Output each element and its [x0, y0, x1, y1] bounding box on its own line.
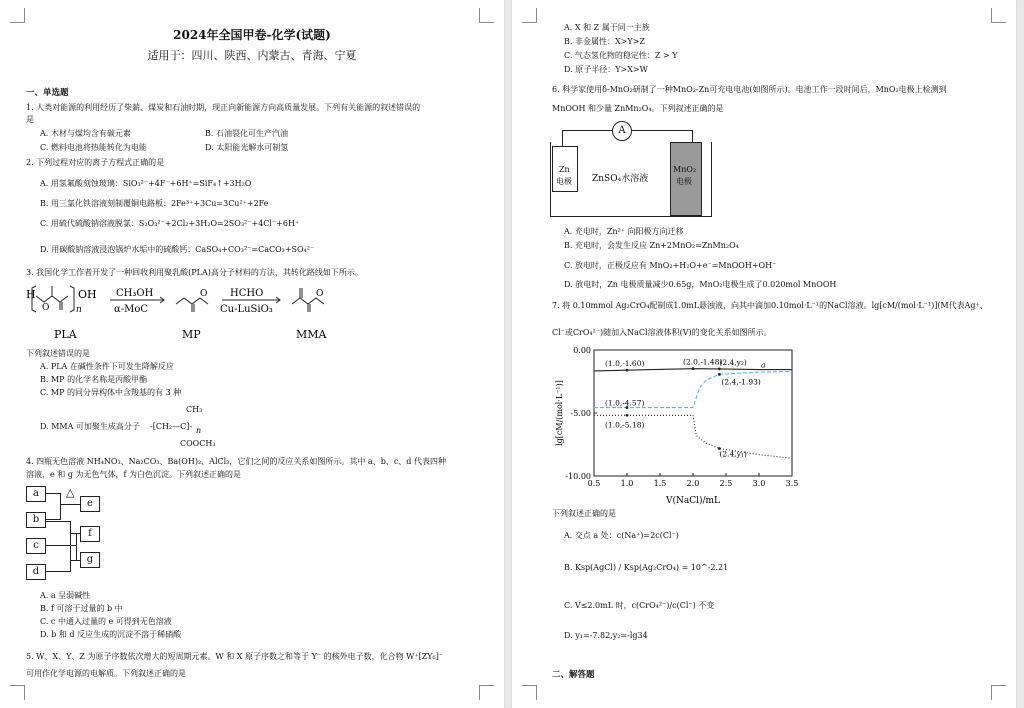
- q2-option-c: C. 用硫代硫酸钠溶液脱氯：S₂O₃²⁻+2Cl₂+3H₂O=2SO₃²⁻+4Cl⁻+6H⁺: [40, 219, 300, 228]
- x-tick-label: 2.0: [686, 479, 700, 488]
- q1-stem: 是: [26, 115, 34, 124]
- x-tick-label: 1.0: [620, 479, 634, 488]
- q3-option-d: D. MMA 可加聚生成高分子: [40, 422, 140, 431]
- q7-stem: 7. 将 0.10mmol Ag₂CrO₄配制成1.0mL悬浊液，向其中滴加0.10mol·L⁻¹的NaCl溶液。lg[cM/(mol·L⁻¹)](M代表Ag⁺、: [552, 301, 988, 310]
- q3-stem: 3. 我国化学工作者开发了一种回收利用聚乳酸(PLA)高分子材料的方法，其转化路线如下所示。: [26, 268, 363, 277]
- battery-diagram: [550, 120, 700, 218]
- annotation-label: (2.4,-1.93): [721, 377, 761, 387]
- label-mma: MMA: [296, 328, 327, 341]
- q2-option-d: D. 用碳酸钠溶液浸泡锅炉水垢中的硫酸钙：CaSO₄+CO₃²⁻=CaCO₃+SO₄²⁻: [40, 245, 315, 254]
- section-heading: 一、单选题: [26, 88, 69, 98]
- q4-option-b: B. f 可溶于过量的 b 中: [40, 604, 123, 613]
- box-g: g: [80, 552, 100, 568]
- q7-stem: Cl⁻或CrO₄²⁻)随加入NaCl溶液体积(V)的变化关系如图所示。: [552, 328, 772, 337]
- q7-chart: [552, 340, 812, 508]
- annotation-label: (1.0,-4.57): [605, 398, 645, 408]
- q5-option-c: C. 气态氢化物的稳定性：Z > Y: [564, 51, 678, 60]
- q1-option-b: B. 石油裂化可生产汽油: [205, 129, 288, 138]
- q6-stem: MnOOH 和少量 ZnMn₂O₄。下列叙述正确的是: [552, 104, 724, 113]
- annotation-point: [692, 367, 695, 370]
- reagent-1b: α-MoC: [114, 304, 149, 315]
- q1-option-d: D. 太阳能光解水可制氢: [205, 143, 289, 152]
- box-d: d: [26, 564, 46, 580]
- x-tick-label: 3.5: [785, 479, 799, 488]
- reagent-2b: Cu-LuSiO₃: [220, 304, 273, 315]
- q7-option-a: A. 交点 a 处：c(Na⁺)=2c(Cl⁻): [564, 531, 679, 540]
- q5-stem: 可用作化学电源的电解质。下列叙述正确的是: [26, 669, 186, 678]
- box-c: c: [26, 538, 46, 554]
- x-tick-label: 3.0: [752, 479, 766, 488]
- q2-option-a: A. 用氢氟酸刻蚀玻璃：SiO₃²⁻+4F⁻+6H⁺=SiF₄↑+3H₂O: [40, 179, 252, 188]
- page-subtitle: 适用于：四川、陕西、内蒙古、青海、宁夏: [147, 49, 357, 62]
- y-tick-label: -10.00: [565, 472, 591, 481]
- q7-option-d: D. y₁=-7.82,y₂=-lg34: [564, 631, 648, 640]
- q6-option-c: C. 放电时，正极反应有 MnO₂+H₂O+e⁻=MnOOH+OH⁻: [564, 261, 777, 270]
- pla-oh-text: OH: [78, 288, 97, 301]
- poly-n: n: [196, 426, 202, 435]
- y-tick-label: -5.00: [570, 409, 591, 418]
- poly-ch3: CH₃: [186, 405, 203, 414]
- svg-text:O: O: [200, 289, 208, 299]
- section-heading: 二、解答题: [552, 670, 595, 680]
- q5-stem: 5. W、X、Y、Z 为原子序数依次增大的短周期元素。W 和 X 原子序数之和等于 Y⁻ 的核外电子数，化合物 W⁺[ZY₆]⁻: [26, 652, 444, 661]
- q3-option-a: A. PLA 在碱性条件下可发生降解反应: [40, 362, 174, 371]
- annotation-label: (2.4,y₁): [719, 449, 747, 459]
- page-right: [512, 0, 1016, 708]
- x-tick-label: 0.5: [587, 479, 601, 488]
- page-title: 2024年全国甲卷-化学(试题): [173, 28, 331, 42]
- q6-option-b: B. 充电时，会发生反应 Zn+2MnO₂=ZnMn₂O₄: [564, 241, 739, 250]
- annotation-label: (2.0,-1.48): [683, 357, 723, 367]
- annotation-point: [718, 368, 721, 371]
- y-axis-label: lg[cM/(mol·L⁻¹)]: [555, 380, 564, 446]
- annotation-label: (2.4,y₂): [719, 357, 747, 367]
- annotation-point: [626, 414, 629, 417]
- box-b: b: [26, 512, 46, 528]
- poly-cooch3: COOCH₃: [180, 439, 216, 448]
- label-mp: MP: [182, 328, 201, 341]
- box-a: a: [26, 486, 46, 502]
- reagent-1: CH₃OH: [116, 288, 154, 299]
- y-tick-label: 0.00: [573, 346, 591, 355]
- reagent-2: HCHO: [230, 288, 264, 299]
- svg-text:O: O: [42, 303, 50, 313]
- ammeter-icon: A: [612, 121, 632, 141]
- heat-triangle: △: [66, 486, 75, 499]
- q4-option-d: D. b 和 d 反应生成的沉淀不溶于稀硝酸: [40, 630, 182, 639]
- box-f: f: [80, 526, 100, 542]
- electrolyte-label: ZnSO₄水溶液: [592, 174, 649, 184]
- q2-option-b: B. 用三氯化铁溶液刻制覆铜电路板：2Fe³⁺+3Cu=3Cu²⁺+2Fe: [40, 199, 269, 208]
- crop-mark: [522, 8, 537, 23]
- page-left: [0, 0, 504, 708]
- annotation-label: (1.0,-1.60): [605, 359, 645, 369]
- q6-stem: 6. 科学家使用δ-MnO₂研制了一种MnO₂-Zn可充电电池(如图所示)。电池工作一段时间后，MnO₂电极上检测到: [552, 85, 947, 94]
- crop-mark: [479, 8, 494, 23]
- annotation-label: a: [761, 360, 766, 370]
- q3-option-c: C. MP 的同分异构体中含羧基的有 3 种: [40, 388, 182, 397]
- annotation-point: [718, 373, 721, 376]
- q7-option-c: C. V≤2.0mL 时，c(CrO₄²⁻)/c(Cl⁻) 不变: [564, 601, 715, 610]
- q5-option-a: A. X 和 Z 属于同一主族: [564, 23, 650, 32]
- zn-label: Zn: [559, 165, 570, 174]
- mno2-label: 电极: [676, 177, 692, 186]
- crop-mark: [10, 8, 25, 23]
- q4-relation-diagram: [26, 484, 136, 584]
- label-pla: PLA: [54, 328, 77, 341]
- crop-mark: [522, 685, 537, 700]
- q3-reaction-scheme: [24, 282, 364, 344]
- poly-main: -[CH₂—C]-: [150, 422, 193, 431]
- q3-sub: 下列叙述错误的是: [26, 349, 90, 358]
- crop-mark: [991, 8, 1006, 23]
- annotation-label: (1.0,-5.18): [605, 420, 645, 430]
- q1-stem: 1. 人类对能源的利用经历了柴薪、煤炭和石油时期，现正向新能源方向高质量发展。下列有关能源的叙述错误的: [26, 103, 421, 112]
- pla-h-text: H: [26, 288, 36, 301]
- q7-sub: 下列叙述正确的是: [552, 509, 616, 518]
- q4-stem: 4. 四瓶无色溶液 NH₄NO₃、Na₂CO₃、Ba(OH)₂、AlCl₃，它们之间的反应关系如图所示。其中 a、b、c、d 代表四种: [26, 457, 446, 466]
- x-axis-label: V(NaCl)/mL: [665, 496, 721, 506]
- svg-text:O: O: [316, 289, 324, 299]
- zn-label: 电极: [556, 177, 572, 186]
- q7-option-b: B. Ksp(AgCl) / Ksp(Ag₂CrO₄) = 10^-2.21: [564, 563, 729, 572]
- q6-option-d: D. 放电时，Zn 电极质量减少0.65g，MnO₂电极生成了0.020mol MnOOH: [564, 280, 837, 289]
- crop-mark: [991, 685, 1006, 700]
- x-tick-label: 1.5: [653, 479, 667, 488]
- q1-option-c: C. 燃料电池将热能转化为电能: [40, 143, 147, 152]
- annotation-point: [626, 369, 629, 372]
- crop-mark: [479, 685, 494, 700]
- crop-mark: [10, 685, 25, 700]
- x-tick-label: 2.5: [719, 479, 733, 488]
- q5-option-b: B. 非金属性：X>Y>Z: [564, 37, 645, 46]
- q3-option-b: B. MP 的化学名称是丙酸甲酯: [40, 375, 148, 384]
- q4-option-c: C. c 中通入过量的 e 可得到无色溶液: [40, 617, 172, 626]
- pla-n-text: n: [76, 305, 82, 315]
- q4-option-a: A. a 呈弱碱性: [40, 591, 91, 600]
- mno2-label: MnO₂: [673, 165, 697, 174]
- q5-option-d: D. 原子半径：Y>X>W: [564, 65, 648, 74]
- box-e: e: [80, 496, 100, 512]
- q4-stem: 溶液，e 和 g 为无色气体，f 为白色沉淀。下列叙述正确的是: [26, 470, 241, 479]
- q2-stem: 2. 下列过程对应的离子方程式正确的是: [26, 158, 165, 167]
- q6-option-a: A. 充电时，Zn²⁺ 向阳极方向迁移: [564, 227, 684, 236]
- q1-option-a: A. 木材与煤均含有碳元素: [40, 129, 131, 138]
